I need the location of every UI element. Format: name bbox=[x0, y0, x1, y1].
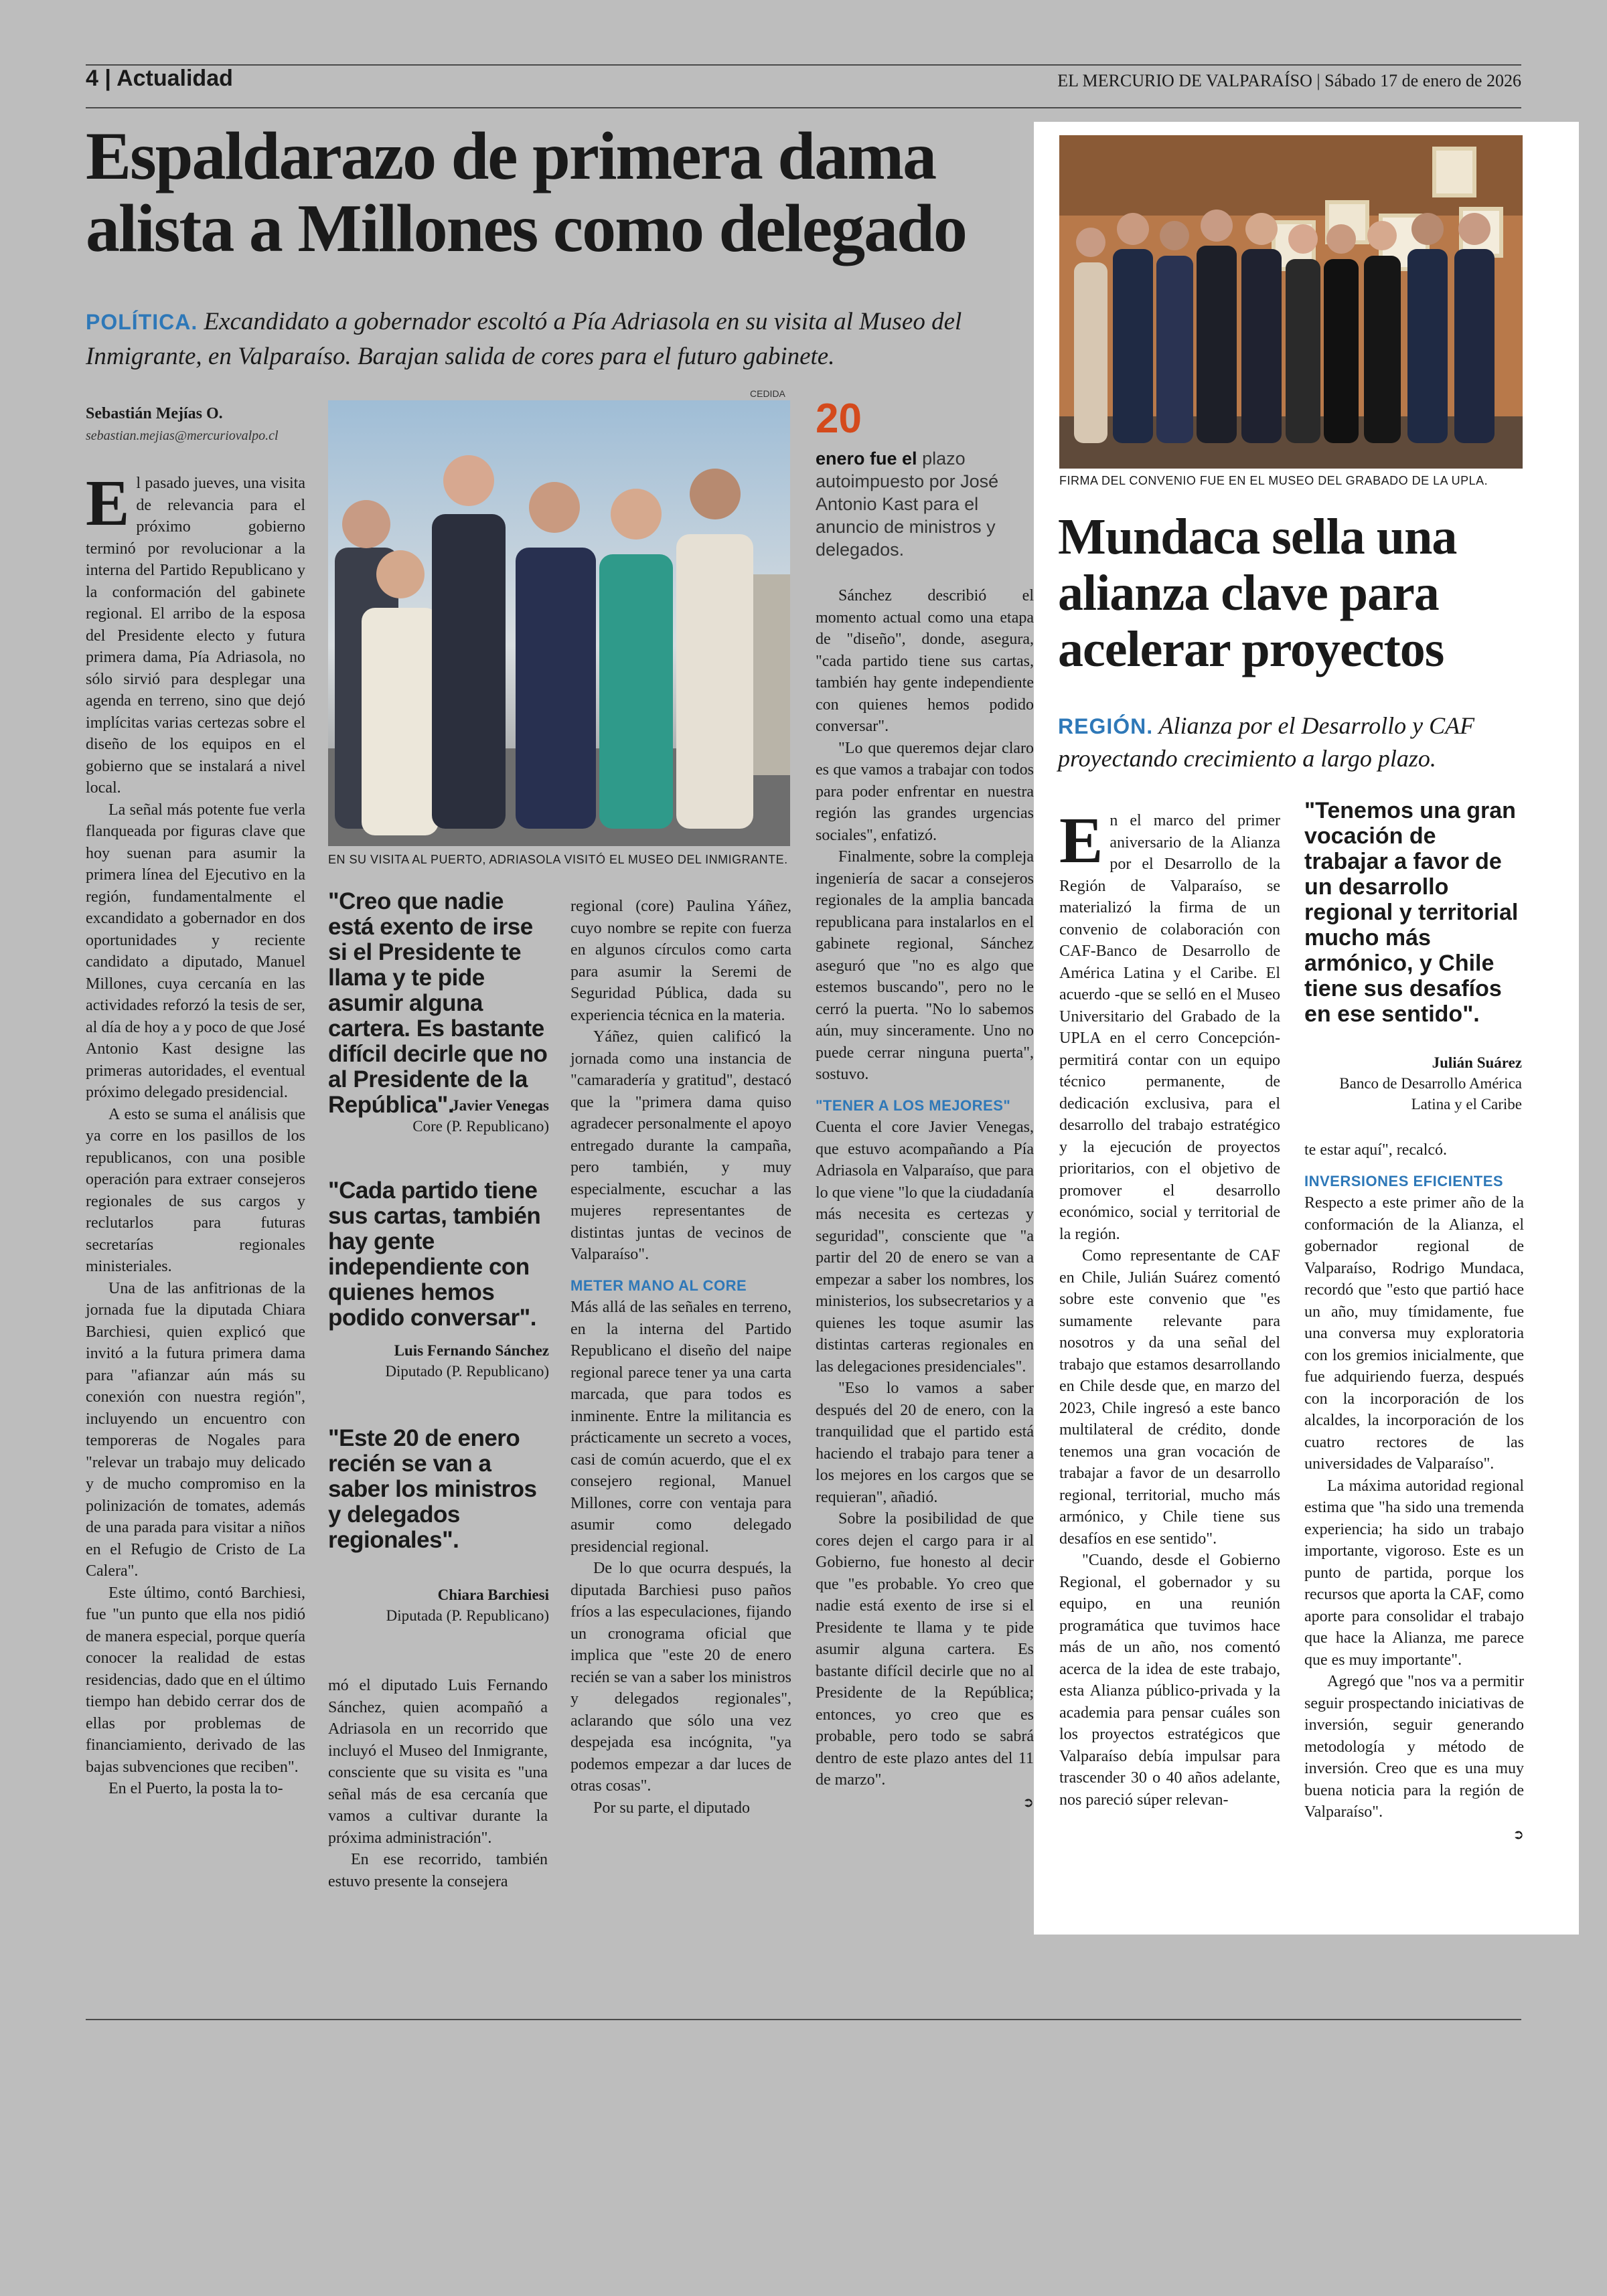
quote-role: Core (P. Republicano) bbox=[412, 1118, 549, 1135]
quote-name: Javier Venegas bbox=[451, 1097, 549, 1114]
header-rule bbox=[86, 107, 1521, 108]
paragraph: te estar aquí", recalcó. bbox=[1304, 1141, 1448, 1159]
pull-quote-1-attribution bbox=[328, 1095, 549, 1137]
paragraph: Más allá de las señales en terreno, en la interna del Partido Republicano el diseño del naipe regional parece tener ya una carta marcada, que para todos es inminente. Entre la militancia es prácticamente un secreto a voces, casi de común acuerdo, que el ex consejero regional, Manuel Millones, corre con ventaja para asumir como delegado presidencial regional. bbox=[570, 1299, 791, 1556]
section-name: Actualidad bbox=[117, 66, 233, 91]
sidebar-pull-quote: "Tenemos una gran vocación de trabajar a favor de un desarrollo regional y territorial mucho más armónico, y Chile tiene sus desafíos en ese sentido". bbox=[1304, 798, 1519, 1027]
paragraph: l pasado jueves, una visita de relevancia para el próximo gobierno terminó por revolucionar a la interna del Partido Republicano y la conformación del gabinete regional. El arribo de la esposa del Presidente electo y futura primera dama, Pía Adriasola, no sólo sirvió para desplegar una agenda en terreno, sino que dejó implícitas varias certezas sobre el diseño de los equipos en el gobierno que se instalará a nivel local. bbox=[86, 475, 305, 797]
sidebar-subheadline-text: Alianza por el Desarrollo y CAF proyectando crecimiento a largo plazo. bbox=[1058, 712, 1475, 772]
main-column-3 bbox=[570, 896, 791, 1819]
page-section-header: 4 | Actualidad bbox=[86, 66, 233, 91]
paragraph: Yáñez, quien calificó la jornada como una instancia de "camaradería y gratitud", destacó que la "primera dama quiso agradecer personalmente el apoyo entregado durante la campaña, pero también, y muy especialmente, escuchar a las mujeres representantes de distintas juntas de vecinos de Valparaíso". bbox=[570, 1028, 791, 1263]
paragraph: Agregó que "nos va a permitir seguir prospectando iniciativas de inversión, seguir generando metodología y método de inversión. Creo que es una muy buena noticia para la región de Valparaíso". bbox=[1304, 1673, 1524, 1821]
paragraph: Cuenta el core Javier Venegas, que estuvo acompañando a Pía Adriasola en Valparaíso, que para lo que viene "lo que la ciudadanía más necesita es certezas y seguridad", consciente que "a partir del 20 de enero se van a empezar a saber los nombres, los ministerios, los subsecretarios y a quienes les toque asumir las distintas carteras regionales en las delegaciones presidenciales". bbox=[816, 1119, 1034, 1376]
paragraph: Sobre la posibilidad de que cores dejen el cargo para ir al Gobierno, fue honesto al decir que "es probable. Yo creo que nadie está exento de irse si el Presidente te llama y te pide asumir alguna cartera. Es bastante difícil decirle que no al Presidente de la República; entonces, yo creo que es probable, pero todo se sabrá dentro de este plazo antes del 11 de marzo". bbox=[816, 1510, 1034, 1789]
main-subheadline-text: Excandidato a gobernador escoltó a Pía Adriasola en su visita al Museo del Inmigrante, en Valparaíso. Barajan salida de cores para el futuro gabinete. bbox=[86, 308, 962, 370]
main-photo-caption: EN SU VISITA AL PUERTO, ADRIASOLA VISITÓ EL MUSEO DEL INMIGRANTE. bbox=[328, 853, 788, 866]
sidebar-dropcap: E bbox=[1059, 805, 1103, 877]
paragraph: Como representante de CAF en Chile, Julián Suárez comentó sobre este convenio que "es sumamente relevante para nosotros y da una señal del trabajo que estamos desarrollando en Chile desde que, en marzo del 2023, Chile ingresó a este banco multilateral de crédito, donde tenemos una gran vocación de trabajar a favor de un desarrollo regional, territorial, mucho más armónico, y Chile tiene sus desafíos en ese sentido". bbox=[1059, 1247, 1280, 1548]
quote-role: Diputado (P. Republicano) bbox=[385, 1363, 549, 1380]
pull-quote-2-attribution bbox=[328, 1340, 549, 1382]
paragraph: A esto se suma el análisis que ya corre en los pasillos de los republicanos, con una posible operación para extraer consejeros regionales de sus cargos y reclutarlos para futuras secretarías regionales ministeriales. bbox=[86, 1105, 305, 1275]
paragraph: n el marco del primer aniversario de la Alianza por el Desarrollo de la Región de Valparaíso, se materializó la firma de un convenio de colaboración con CAF-Banco de Desarrollo de América Latina y el Caribe. El acuerdo -que se selló en el Museo Universitario del Grabado de la UPLA en el cerro Concepción- permitirá contar con un equipo técnico permanente, de dedicación exclusiva, para el desarrollo del trabajo estratégico y la ejecución de proyectos prioritarios, con el objetivo de promover el desarrollo económico, social y territorial de la región. bbox=[1059, 812, 1280, 1243]
sidebar-column-1 bbox=[1059, 805, 1280, 1811]
main-column-2-bottom bbox=[328, 1675, 548, 1892]
section-heading-inversiones: INVERSIONES EFICIENTES bbox=[1304, 1172, 1504, 1190]
big-number-description: plazo autoimpuesto por José Antonio Kast para el anuncio de ministros y delegados. bbox=[816, 448, 999, 560]
publication-header: EL MERCURIO DE VALPARAÍSO | Sábado 17 de enero de 2026 bbox=[1057, 71, 1521, 90]
byline: Sebastián Mejías O. bbox=[86, 405, 223, 422]
sidebar-kicker: REGIÓN. bbox=[1058, 714, 1154, 738]
main-headline: Espaldarazo de primera dama alista a Millones como delegado bbox=[86, 118, 966, 266]
photo-credit: CEDIDA bbox=[750, 388, 785, 399]
main-photo bbox=[328, 400, 790, 846]
sidebar-quote-attribution bbox=[1304, 1052, 1522, 1115]
paragraph: Este último, contó Barchiesi, fue "un punto que ella nos pidió de manera especial, porque quería conocer la realidad de estas residencias, dado que en el último tiempo han debido cerrar dos de ellas por problemas de financiamiento, derivado de las bajas subvenciones que reciben". bbox=[86, 1584, 305, 1776]
paragraph: Sánchez describió el momento actual como una etapa de "diseño", donde, asegura, "cada partido tiene sus cartas, también hay gente independiente con quienes hemos podido conversar". bbox=[816, 587, 1034, 735]
page-number: 4 bbox=[86, 66, 98, 91]
section-heading-mejores: "TENER A LOS MEJORES" bbox=[816, 1096, 1011, 1114]
publication-name: EL MERCURIO DE VALPARAÍSO bbox=[1057, 71, 1312, 90]
main-kicker: POLÍTICA. bbox=[86, 310, 198, 334]
sidebar-headline: Mundaca sella una alianza clave para acelerar proyectos bbox=[1058, 509, 1457, 677]
sidebar-photo bbox=[1059, 135, 1523, 469]
sidebar-column-2 bbox=[1304, 1139, 1524, 1845]
pull-quote-3: "Este 20 de enero recién se van a saber los ministros y delegados regionales". bbox=[328, 1425, 537, 1553]
big-number-lead: enero fue el bbox=[816, 448, 917, 469]
paragraph: regional (core) Paulina Yáñez, cuyo nombre se repite con fuerza en algunos círculos como carta para asumir la Seremi de Seguridad Pública, dada su experiencia técnica en la materia. bbox=[570, 898, 791, 1024]
paragraph: Finalmente, sobre la compleja ingeniería de sacar a consejeros regionales de la amplia bancada republicana para instalarlos en el gabinete regional, Sánchez aseguró que "no es algo que estemos buscando", pero no le cerró la puerta. "No lo sabemos aún, muy sinceramente. Uno no puede cerrar ninguna puerta", sostuvo. bbox=[816, 848, 1034, 1083]
main-column-1 bbox=[86, 467, 305, 1800]
paragraph: La señal más potente fue verla flanqueada por figuras clave que hoy suenan para asumir la primera línea del Ejecutivo en la región, fundamentalmente el excandidato a gobernador en dos oportunidades y reciente candidato a diputado, Manuel Millones, cuya cercanía en las actividades reforzó la tesis de ser, al día de hoy a y poco de que José Antonio Kast designe las primeras autoridades, el eventual próximo delegado presidencial. bbox=[86, 801, 305, 1101]
paragraph: Una de las anfitrionas de la jornada fue la diputada Chiara Barchiesi, quien explicó que invitó a la futura primera dama para "afianzar aún más su conexión con nuestra región", incluyendo un encuentro con temporeras de Nogales para "relevar un trabajo muy delicado y de mucho compromiso en la polinización de tomates, además de una parada para visitar a niños en el Refugio de Cristo de La Calera". bbox=[86, 1279, 305, 1580]
big-number: 20 bbox=[816, 396, 862, 442]
paragraph: "Lo que queremos dejar claro es que vamos a trabajar con todos para poder enfrentar en nuestra región las grandes urgencias sociales", enfatizó. bbox=[816, 739, 1034, 844]
sidebar-photo-caption: FIRMA DEL CONVENIO FUE EN EL MUSEO DEL GRABADO DE LA UPLA. bbox=[1059, 474, 1488, 487]
pull-quote-3-attribution bbox=[328, 1584, 549, 1626]
bottom-rule bbox=[86, 2019, 1521, 2020]
sidebar-subheadline bbox=[1058, 710, 1567, 774]
section-heading-core: METER MANO AL CORE bbox=[570, 1277, 747, 1294]
quote-role: Banco de Desarrollo América Latina y el Caribe bbox=[1339, 1075, 1522, 1113]
paragraph: Respecto a este primer año de la conformación de la Alianza, el gobernador regional de Valparaíso, Rodrigo Mundaca, recordó que "esto que partió hace un año, muy tímidamente, fue una conversa muy exploratoria con los gremios inicialmente, que fue adquiriendo fuerza, después con la incorporación de los alcaldes, la incorporación de los cuatro rectores de las universidades de Valparaíso". bbox=[1304, 1194, 1524, 1473]
paragraph: mó el diputado Luis Fernando Sánchez, quien acompañó a Adriasola en un recorrido que incluyó el Museo del Inmigrante, consciente que su visita es "una señal más de esa cercanía que vamos a cultivar durante la próxima administración". bbox=[328, 1677, 548, 1847]
paragraph: En ese recorrido, también estuvo presente la consejera bbox=[328, 1851, 548, 1890]
top-rule bbox=[86, 64, 1521, 66]
quote-role: Diputada (P. Republicano) bbox=[386, 1607, 549, 1624]
quote-name: Julián Suárez bbox=[1432, 1054, 1522, 1071]
end-mark-icon: ➲ bbox=[1513, 1825, 1524, 1842]
paragraph: La máxima autoridad regional estima que "ha sido una tremenda experiencia; ha sido un trabajo importante, vigoroso. Este es un punto de partida, porque los recursos que aporta la CAF, como aporte para consolidar el trabajo que hace la Alianza, me parece que es muy importante". bbox=[1304, 1477, 1524, 1669]
paragraph: De lo que ocurra después, la diputada Barchiesi puso paños fríos a las especulaciones, fijando un cronograma oficial que implica que "este 20 de enero recién se van a saber los ministros y delegados regionales", aclarando que sólo una vez despejada esa incógnita, "ya podemos empezar a dar luces de otras cosas". bbox=[570, 1560, 791, 1795]
byline-email[interactable]: sebastian.mejias@mercuriovalpo.cl bbox=[86, 428, 279, 443]
main-dropcap: E bbox=[86, 467, 130, 540]
publication-date: Sábado 17 de enero de 2026 bbox=[1324, 71, 1521, 90]
paragraph: "Eso lo vamos a saber después del 20 de enero, con la tranquilidad que el partido está haciendo el trabajo para tener a los mejores en los cargos que se requieran", añadió. bbox=[816, 1380, 1034, 1506]
paragraph: "Cuando, desde el Gobierno Regional, el gobernador y su equipo, en una reunión programática que tuvimos hace más de un año, nos comentó acerca de la idea de este trabajo, esta Alianza público-privada y la academia para pensar cuáles son los proyectos estratégicos que Valparaíso debía impulsar para trascender 30 o 40 años adelante, nos pareció súper relevan- bbox=[1059, 1552, 1280, 1809]
main-column-4 bbox=[816, 585, 1034, 1813]
quote-name: Chiara Barchiesi bbox=[437, 1586, 549, 1603]
paragraph: En el Puerto, la posta la to- bbox=[108, 1780, 283, 1797]
end-mark-icon: ➲ bbox=[1022, 1793, 1034, 1810]
paragraph: Por su parte, el diputado bbox=[593, 1799, 750, 1817]
pull-quote-1: "Creo que nadie está exento de irse si el Presidente te llama y te pide asumir alguna cartera. Es bastante difícil decirle que no al Presidente de la República". bbox=[328, 888, 548, 1118]
quote-name: Luis Fernando Sánchez bbox=[394, 1342, 549, 1359]
main-subheadline bbox=[86, 305, 1037, 374]
pull-quote-2: "Cada partido tiene sus cartas, también hay gente independiente con quienes hemos podido conversar". bbox=[328, 1177, 541, 1331]
big-number-text bbox=[816, 447, 1033, 561]
